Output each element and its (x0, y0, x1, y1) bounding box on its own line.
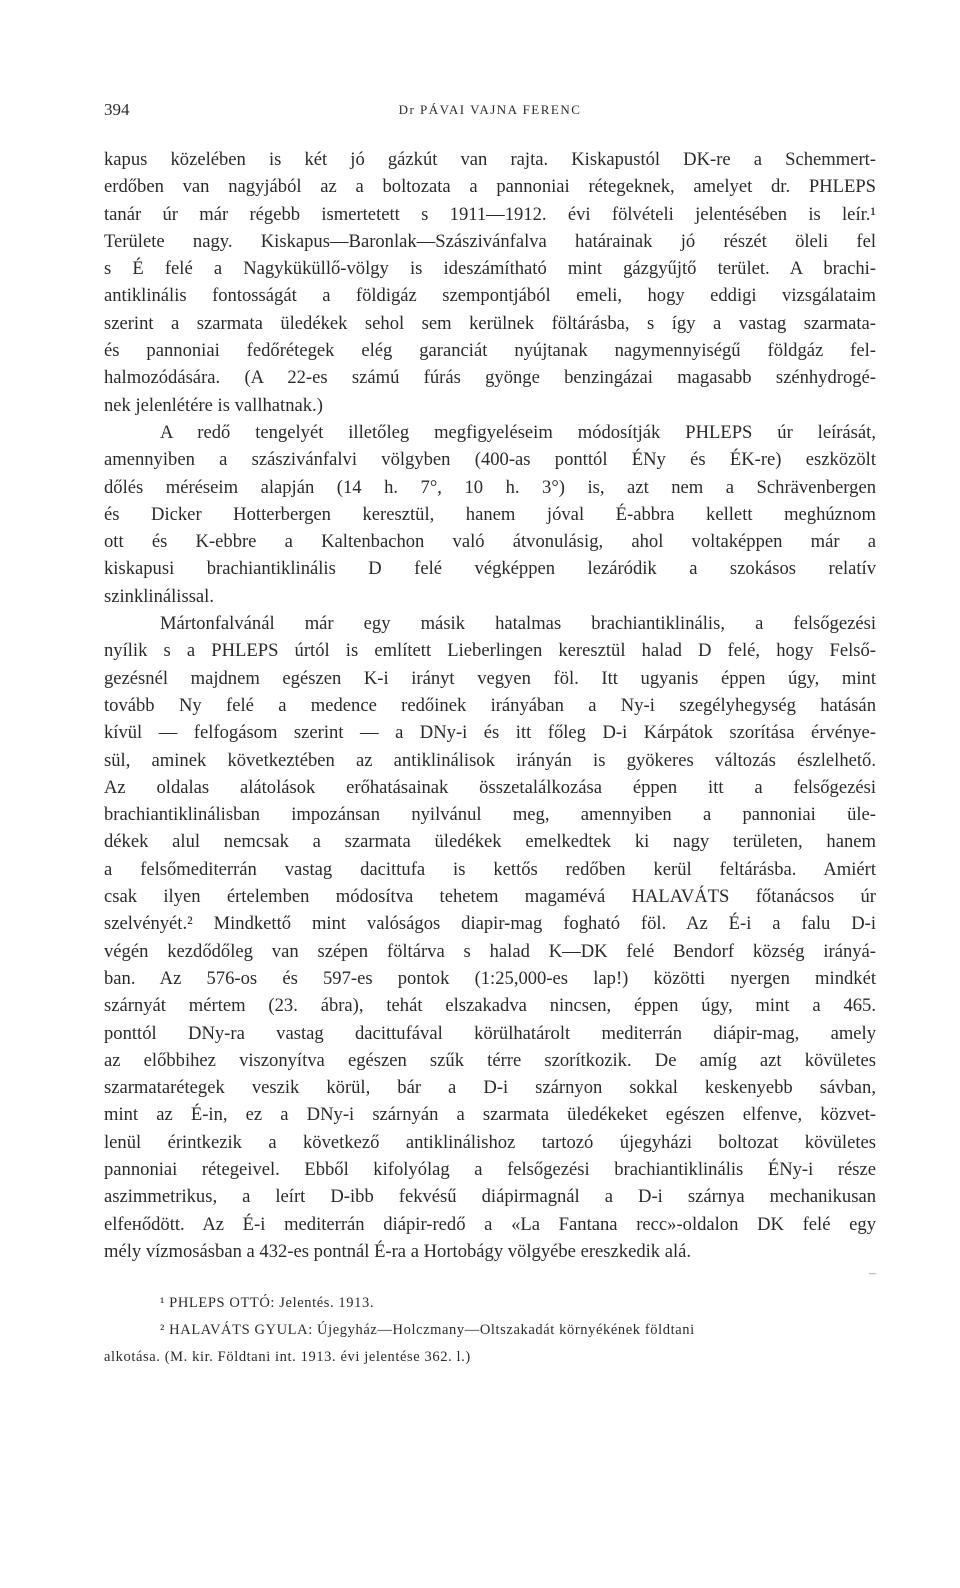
text-line: Az oldalas alátolások erőhatásainak összetalálkozása éppen itt a felsőgezési (104, 776, 876, 798)
text-line: elfeнődött. Az É-i mediterrán diápir-redő a «La Fantana recc»-oldalon DK felé egy (104, 1213, 876, 1235)
text-line: A redő tengelyét illetőleg megfigyeléseim módosítják PHLEPS úr leírását, (160, 421, 876, 443)
text-line: tanár úr már régebb ismertetett s 1911—1912. évi fölvételi jelentésében is leír.¹ (104, 203, 876, 225)
text-line: nyílik s a PHLEPS úrtól is említett Lieberlingen keresztül halad D felé, hogy Felső- (104, 640, 876, 662)
body-text (104, 146, 876, 1265)
text-line: pannoniai rétegeivel. Ebből kifolyólag a felsőgezési brachiantiklinális ÉNy-i része (104, 1158, 876, 1180)
text-line: brachiantiklinálisban impozánsan nyilvánul meg, amennyiben a pannoniai üle- (104, 804, 876, 826)
text-line: ott és K-ebbre a Kaltenbachon való átvonulásig, ahol voltaképpen már a (104, 531, 876, 553)
page-number: 394 (104, 100, 130, 119)
book-page (104, 0, 876, 1588)
text-line: dékek alul nemcsak a szarmata üledékek emelkedtek ki nagy területen, hanem (104, 831, 876, 853)
text-line: aszimmetrikus, a leírt D-ibb fekvésű diápirmagnál a D-i szárnya mechanikusan (104, 1186, 876, 1208)
text-line: mély vízmosásban a 432-es pontnál É-ra a Hortobágy völgyébe ereszkedik alá. (104, 1240, 692, 1262)
text-line: halmozódására. (A 22-es számú fúrás gyönge benzingázai magasabb szénhydrogé- (104, 367, 876, 389)
text-line: a felsőmediterrán vastag dacittufa is kettős redőben kerül feltárásba. Amiért (104, 858, 876, 880)
text-line: szelvényét.² Mindkettő mint valóságos diapir-mag fogható föl. Az É-i a falu D-i (104, 913, 876, 935)
text-line: amennyiben a szászivánfalvi völgyben (400-as ponttól ÉNy és ÉK-re) eszközölt (104, 449, 876, 471)
text-line: s É felé a Nagyküküllő-völgy is ideszámítható mint gázgyűjtő terület. A brachi- (104, 258, 876, 280)
text-line: lenül érintkezik a következő antiklinálishoz tartozó újegyházi boltozat kövületes (104, 1131, 876, 1153)
text-line: antiklinális fontosságát a földigáz szempontjából emeli, hogy eddigi vizsgálataim (104, 285, 876, 307)
text-line: csak ilyen értelemben módosítva tehetem magamévá HALAVÁTS főtanácsos úr (104, 886, 876, 908)
text-line: szárnyát mértem (23. ábra), tehát elszakadva nincsen, éppen úgy, mint a 465. (104, 995, 876, 1017)
text-line: szinklinálissal. (104, 585, 215, 607)
text-line: szarmatarétegek veszik körül, bár a D-i szárnyon sokkal keskenyebb sávban, (104, 1077, 876, 1099)
text-line: dőlés méréseim alapján (14 h. 7°, 10 h. 3°) is, azt nem a Schrävenbergen (104, 476, 876, 498)
footnote-1: ¹ PHLEPS OTTÓ: Jelentés. 1913. (160, 1295, 375, 1311)
text-line: mint az É-in, ez a DNy-i szárnyán a szarmata üledékeket egészen elfenve, közvet- (104, 1104, 876, 1126)
text-line: az előbbihez viszonyítva egészen szűk térre szorítkozik. De amíg azt kövületes (104, 1049, 876, 1071)
footnotes (104, 1290, 876, 1371)
footnote-2: ² HALAVÁTS GYULA: Újegyház—Holczmany—Oltszakadát környékének földtani (160, 1322, 695, 1338)
text-line: tovább Ny felé a medence redőinek irányában a Ny-i szegélyhegység hatásán (104, 694, 876, 716)
text-line: Területe nagy. Kiskapus—Baronlak—Szászivánfalva határainak jó részét öleli fel (104, 230, 876, 252)
page-header (104, 100, 876, 122)
text-line: nek jelenlétére is vallhatnak.) (104, 394, 323, 416)
running-head: Dr PÁVAI VAJNA FERENC (398, 102, 582, 117)
text-line: kapus közelében is két jó gázkút van rajta. Kiskapustól DK-re a Schemmert- (104, 149, 876, 170)
text-line: végén kezdődőleg van szépen föltárva s halad K—DK felé Bendorf község irányá- (104, 940, 876, 962)
text-line: erdőben van nagyjából az a boltozata a pannoniai rétegeknek, amelyet dr. PHLEPS (104, 176, 876, 198)
text-line: szerint a szarmata üledékek sehol sem kerülnek föltárásba, s így a vastag szarmata- (104, 312, 876, 334)
text-line: és pannoniai fedőrétegek elég garanciát nyújtanak nagymennyiségű földgáz fel- (104, 340, 876, 362)
text-line: ponttól DNy-ra vastag dacittufával körülhatárolt mediterrán diápir-mag, amely (104, 1022, 876, 1044)
text-line: gezésnél majdnem egészen K-i irányt vegyen föl. Itt ugyanis éppen úgy, mint (104, 667, 876, 689)
text-line: Mártonfalvánál már egy másik hatalmas brachiantiklinális, a felsőgezési (160, 613, 876, 635)
text-line: sül, aminek következtében az antiklinálisok irányán is gyökeres változás észlelhető. (104, 749, 876, 771)
text-line: és Dicker Hotterbergen keresztül, hanem jóval É-abbra kellett meghúznom (104, 503, 876, 525)
text-line: ban. Az 576-os és 597-es pontok (1:25,000-es lap!) közötti nyergen mindkét (104, 967, 876, 989)
footnote-separator: – (869, 1266, 876, 1281)
footnote-2-continued: alkotása. (M. kir. Földtani int. 1913. évi jelentése 362. l.) (104, 1349, 471, 1365)
text-line: kívül — felfogásom szerint — a DNy-i és itt főleg D-i Kárpátok szorítása érvénye- (104, 722, 876, 744)
text-line: kiskapusi brachiantiklinális D felé végképpen lezáródik a szokásos relatív (104, 558, 876, 580)
